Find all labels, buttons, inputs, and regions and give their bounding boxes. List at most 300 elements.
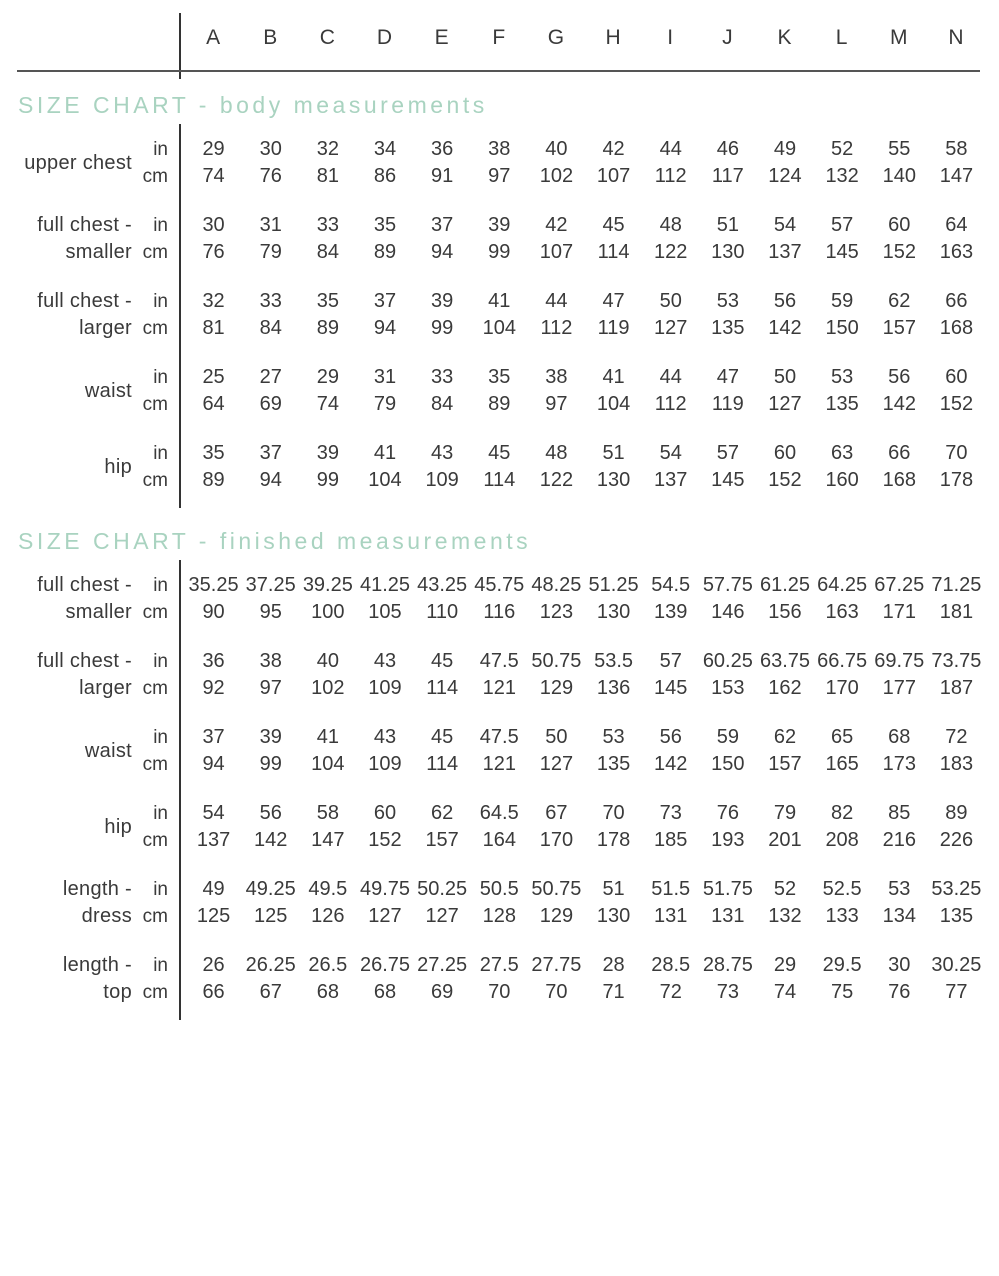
value-inches: 47.5 — [479, 726, 519, 748]
value-inches: 47 — [602, 290, 625, 312]
value-centimeters: 81 — [316, 165, 339, 187]
value-inches: 39 — [259, 726, 282, 748]
row-label-line: full chest - — [37, 574, 132, 596]
size-value-cell — [585, 212, 642, 266]
column-header-E: E — [434, 26, 450, 49]
value-inches: 56 — [259, 802, 282, 824]
row-label — [0, 212, 132, 266]
value-inches: 60 — [888, 214, 911, 236]
value-inches: 60 — [373, 802, 397, 824]
size-value-cell — [185, 288, 242, 342]
value-centimeters: 162 — [768, 677, 802, 699]
value-centimeters: 153 — [711, 677, 745, 699]
section-title-finished-measurements: SIZE CHART - finished measurements — [18, 528, 532, 554]
value-inches: 36 — [431, 138, 454, 160]
unit-labels — [132, 288, 168, 342]
value-inches: 28.75 — [702, 954, 753, 976]
value-centimeters: 129 — [539, 677, 574, 699]
value-inches: 60 — [945, 366, 968, 388]
value-centimeters: 152 — [768, 469, 802, 491]
size-value-cell — [642, 212, 699, 266]
value-inches: 50 — [773, 366, 797, 388]
unit-label: in — [153, 879, 168, 900]
value-centimeters: 170 — [825, 677, 859, 699]
size-value-cell — [871, 572, 928, 626]
value-inches: 51.5 — [651, 878, 691, 900]
size-value-cell — [585, 876, 642, 930]
value-centimeters: 157 — [882, 317, 916, 339]
value-centimeters: 142 — [254, 829, 288, 851]
value-inches: 30 — [202, 214, 225, 236]
unit-label: cm — [142, 754, 168, 775]
unit-label: in — [153, 803, 168, 824]
size-value-cell — [756, 876, 813, 930]
value-centimeters: 68 — [316, 981, 339, 1003]
row-label-line: hip — [104, 455, 132, 478]
value-inches: 33 — [259, 290, 282, 312]
size-value-cell — [242, 952, 299, 1006]
value-centimeters: 164 — [482, 829, 516, 851]
size-value-cell — [528, 724, 585, 778]
value-centimeters: 129 — [539, 905, 574, 927]
size-value-cell — [299, 212, 356, 266]
value-centimeters: 187 — [939, 677, 974, 699]
size-value-cell — [699, 364, 756, 418]
column-spacer — [168, 724, 185, 778]
measurement-row-group — [0, 648, 985, 702]
value-centimeters: 74 — [316, 393, 339, 415]
size-value-cell — [528, 876, 585, 930]
size-value-cell — [928, 876, 985, 930]
header-horizontal-rule — [17, 70, 980, 72]
value-centimeters: 165 — [825, 753, 859, 775]
value-centimeters: 104 — [311, 753, 345, 775]
unit-label: cm — [142, 982, 168, 1003]
size-value-cell — [528, 648, 585, 702]
measurement-row-group — [0, 136, 985, 190]
value-inches: 50 — [545, 726, 568, 748]
value-centimeters: 130 — [596, 469, 631, 491]
size-value-cell — [242, 724, 299, 778]
unit-label: in — [153, 215, 168, 236]
value-inches: 30 — [888, 954, 911, 976]
size-value-cell — [585, 288, 642, 342]
row-label-line: smaller — [65, 601, 132, 623]
value-inches: 89 — [945, 802, 968, 824]
measurement-row-group — [0, 212, 985, 266]
value-inches: 34 — [373, 138, 397, 160]
unit-label: in — [153, 955, 168, 976]
value-inches: 40 — [316, 650, 339, 672]
column-spacer — [168, 288, 185, 342]
value-inches: 58 — [945, 138, 968, 160]
value-centimeters: 74 — [773, 981, 797, 1003]
value-inches: 52 — [773, 878, 797, 900]
value-centimeters: 160 — [825, 469, 859, 491]
value-centimeters: 95 — [259, 601, 282, 623]
value-centimeters: 112 — [540, 317, 573, 339]
value-inches: 58 — [316, 802, 339, 824]
column-header-L: L — [835, 26, 849, 49]
size-value-cell — [585, 952, 642, 1006]
value-centimeters: 69 — [259, 393, 282, 415]
unit-labels — [132, 136, 168, 190]
value-inches: 57 — [659, 650, 682, 672]
value-inches: 51.75 — [702, 878, 753, 900]
value-centimeters: 137 — [768, 241, 802, 263]
value-centimeters: 201 — [768, 829, 802, 851]
value-centimeters: 86 — [373, 165, 397, 187]
body-measurements-table — [0, 124, 985, 508]
size-value-cell — [756, 952, 813, 1006]
value-inches: 32 — [202, 290, 225, 312]
value-inches: 39 — [488, 214, 511, 236]
value-inches: 41 — [488, 290, 511, 312]
size-value-cell — [585, 572, 642, 626]
value-inches: 60 — [773, 442, 797, 464]
value-centimeters: 132 — [825, 165, 859, 187]
row-label — [0, 440, 132, 494]
value-inches: 48 — [659, 214, 682, 236]
size-value-cell — [585, 648, 642, 702]
value-centimeters: 216 — [882, 829, 916, 851]
size-value-cell — [414, 724, 471, 778]
size-value-cell — [471, 288, 528, 342]
value-centimeters: 157 — [425, 829, 459, 851]
value-inches: 64.5 — [479, 802, 519, 824]
unit-label: in — [153, 367, 168, 388]
value-centimeters: 168 — [939, 317, 974, 339]
value-inches: 64.25 — [817, 574, 868, 596]
size-value-cell — [871, 724, 928, 778]
value-centimeters: 89 — [202, 469, 225, 491]
unit-label: in — [153, 139, 168, 160]
measurement-row-group — [0, 288, 985, 342]
size-value-cell — [642, 364, 699, 418]
value-centimeters: 145 — [825, 241, 859, 263]
size-value-cell — [185, 952, 242, 1006]
column-header-G: G — [547, 26, 566, 49]
size-column-header-row — [0, 8, 999, 72]
size-value-cell — [528, 212, 585, 266]
value-centimeters: 125 — [196, 905, 231, 927]
size-value-cell — [471, 440, 528, 494]
size-value-cell — [699, 648, 756, 702]
column-spacer — [168, 572, 185, 626]
column-spacer — [168, 952, 185, 1006]
size-value-cell — [356, 876, 413, 930]
size-value-cell — [814, 572, 871, 626]
value-centimeters: 97 — [259, 677, 282, 699]
value-inches: 57 — [831, 214, 854, 236]
size-value-cell — [414, 440, 471, 494]
value-centimeters: 170 — [539, 829, 574, 851]
column-header-D: D — [376, 26, 394, 49]
size-value-cell — [185, 572, 242, 626]
value-centimeters: 177 — [882, 677, 916, 699]
size-value-cell — [528, 800, 585, 854]
value-inches: 71.25 — [931, 574, 982, 596]
value-inches: 27.25 — [417, 954, 468, 976]
value-inches: 37.25 — [245, 574, 296, 596]
value-inches: 49.5 — [308, 878, 348, 900]
unit-label: cm — [142, 318, 168, 339]
size-value-cell — [756, 800, 813, 854]
size-value-cell — [299, 572, 356, 626]
value-centimeters: 119 — [711, 393, 744, 415]
size-value-cell — [928, 800, 985, 854]
size-value-cell — [699, 288, 756, 342]
size-value-cell — [414, 212, 471, 266]
size-value-cell — [699, 800, 756, 854]
value-inches: 43 — [373, 726, 397, 748]
value-centimeters: 105 — [368, 601, 402, 623]
size-value-cell — [699, 212, 756, 266]
value-centimeters: 99 — [431, 317, 454, 339]
value-centimeters: 145 — [654, 677, 688, 699]
size-value-cell — [814, 876, 871, 930]
row-label — [0, 364, 132, 418]
size-value-cell — [471, 572, 528, 626]
value-inches: 73 — [659, 802, 682, 824]
value-inches: 35 — [202, 442, 225, 464]
size-value-cell — [528, 364, 585, 418]
value-inches: 47.5 — [479, 650, 519, 672]
value-centimeters: 66 — [202, 981, 225, 1003]
value-inches: 43 — [373, 650, 397, 672]
value-centimeters: 173 — [882, 753, 916, 775]
value-inches: 37 — [202, 726, 225, 748]
value-inches: 66 — [945, 290, 968, 312]
value-inches: 48.25 — [531, 574, 582, 596]
size-value-cell — [299, 440, 356, 494]
value-inches: 47 — [716, 366, 739, 388]
size-value-cell — [471, 648, 528, 702]
value-centimeters: 64 — [202, 393, 225, 415]
size-value-cell — [528, 440, 585, 494]
value-centimeters: 89 — [488, 393, 511, 415]
unit-label: cm — [142, 906, 168, 927]
size-value-cell — [414, 952, 471, 1006]
column-header-I: I — [667, 26, 675, 49]
value-inches: 26.75 — [359, 954, 411, 976]
row-label-line: length - — [62, 878, 132, 900]
value-centimeters: 104 — [596, 393, 631, 415]
value-centimeters: 183 — [939, 753, 974, 775]
size-value-cell — [242, 136, 299, 190]
value-inches: 30 — [259, 138, 282, 160]
value-inches: 41 — [316, 726, 339, 748]
value-inches: 79 — [773, 802, 797, 824]
column-header-A: A — [206, 26, 222, 49]
row-label-line: full chest - — [37, 214, 132, 236]
value-centimeters: 94 — [259, 469, 282, 491]
value-inches: 33 — [431, 366, 454, 388]
size-value-cell — [299, 648, 356, 702]
column-header-M: M — [890, 26, 909, 49]
value-inches: 38 — [259, 650, 282, 672]
value-inches: 66 — [888, 442, 911, 464]
size-value-cell — [756, 212, 813, 266]
value-centimeters: 122 — [539, 469, 574, 491]
column-header-J: J — [722, 26, 734, 49]
size-value-cell — [185, 648, 242, 702]
value-centimeters: 76 — [259, 165, 282, 187]
column-header-K: K — [777, 26, 793, 49]
value-inches: 31 — [373, 366, 397, 388]
row-label — [0, 952, 132, 1006]
size-value-cell — [699, 724, 756, 778]
size-value-cell — [642, 800, 699, 854]
value-centimeters: 99 — [316, 469, 339, 491]
value-inches: 59 — [716, 726, 739, 748]
column-spacer — [168, 364, 185, 418]
value-centimeters: 92 — [202, 677, 225, 699]
size-value-cell — [242, 212, 299, 266]
size-value-cell — [756, 724, 813, 778]
value-centimeters: 178 — [939, 469, 974, 491]
column-spacer — [168, 440, 185, 494]
column-spacer — [168, 876, 185, 930]
size-value-cell — [585, 724, 642, 778]
value-inches: 61.25 — [759, 574, 811, 596]
unit-label: in — [153, 291, 168, 312]
value-inches: 35 — [488, 366, 511, 388]
value-centimeters: 181 — [939, 601, 974, 623]
value-inches: 44 — [545, 290, 568, 312]
size-value-cell — [242, 364, 299, 418]
value-centimeters: 70 — [545, 981, 568, 1003]
value-centimeters: 139 — [654, 601, 688, 623]
size-value-cell — [299, 364, 356, 418]
size-value-cell — [471, 212, 528, 266]
value-inches: 76 — [716, 802, 739, 824]
size-value-cell — [756, 136, 813, 190]
unit-label: in — [153, 727, 168, 748]
value-inches: 54.5 — [651, 574, 691, 596]
value-centimeters: 208 — [825, 829, 859, 851]
value-inches: 51 — [716, 214, 739, 236]
size-value-cell — [528, 952, 585, 1006]
value-inches: 57.75 — [702, 574, 753, 596]
value-inches: 29 — [316, 366, 339, 388]
row-label — [0, 724, 132, 778]
row-label-line: smaller — [65, 241, 132, 263]
value-centimeters: 97 — [545, 393, 568, 415]
value-centimeters: 133 — [825, 905, 859, 927]
value-inches: 73.75 — [931, 650, 982, 672]
measurement-row-group — [0, 724, 985, 778]
value-centimeters: 79 — [373, 393, 397, 415]
row-label-line: full chest - — [37, 290, 132, 312]
size-value-cell — [699, 572, 756, 626]
value-inches: 28 — [602, 954, 625, 976]
value-inches: 27.75 — [531, 954, 582, 976]
value-inches: 35 — [373, 214, 397, 236]
value-inches: 40 — [545, 138, 568, 160]
value-centimeters: 77 — [945, 981, 968, 1003]
size-value-cell — [642, 876, 699, 930]
value-inches: 42 — [602, 138, 625, 160]
value-inches: 30.25 — [931, 954, 982, 976]
value-inches: 67 — [545, 802, 568, 824]
value-centimeters: 131 — [711, 905, 745, 927]
value-centimeters: 76 — [202, 241, 225, 263]
size-value-cell — [185, 136, 242, 190]
value-centimeters: 135 — [825, 393, 859, 415]
value-inches: 49.25 — [245, 878, 296, 900]
row-label-line: waist — [84, 379, 132, 402]
size-value-cell — [756, 440, 813, 494]
size-value-cell — [471, 952, 528, 1006]
unit-labels — [132, 364, 168, 418]
column-spacer — [168, 648, 185, 702]
unit-label: in — [153, 575, 168, 596]
value-centimeters: 72 — [659, 981, 682, 1003]
size-value-cell — [756, 288, 813, 342]
value-inches: 45.75 — [474, 574, 525, 596]
size-value-cell — [299, 288, 356, 342]
value-inches: 45 — [488, 442, 511, 464]
value-inches: 42 — [545, 214, 568, 236]
size-value-cell — [242, 572, 299, 626]
size-value-cell — [814, 136, 871, 190]
unit-label: cm — [142, 602, 168, 623]
unit-label: in — [153, 443, 168, 464]
measurement-row-group — [0, 364, 985, 418]
value-inches: 54 — [773, 214, 797, 236]
size-value-cell — [642, 724, 699, 778]
size-value-cell — [928, 648, 985, 702]
value-inches: 31 — [259, 214, 282, 236]
size-value-cell — [528, 136, 585, 190]
size-value-cell — [814, 648, 871, 702]
value-inches: 50 — [659, 290, 682, 312]
value-centimeters: 69 — [431, 981, 454, 1003]
unit-labels — [132, 952, 168, 1006]
size-value-cell — [414, 800, 471, 854]
value-inches: 55 — [888, 138, 911, 160]
value-centimeters: 89 — [373, 241, 397, 263]
value-inches: 43 — [431, 442, 454, 464]
value-inches: 51 — [602, 442, 625, 464]
value-centimeters: 74 — [202, 165, 225, 187]
value-centimeters: 145 — [711, 469, 745, 491]
size-value-cell — [185, 212, 242, 266]
value-inches: 39 — [431, 290, 454, 312]
size-value-cell — [185, 876, 242, 930]
value-centimeters: 142 — [768, 317, 802, 339]
value-inches: 54 — [202, 802, 225, 824]
size-value-cell — [585, 440, 642, 494]
size-value-cell — [299, 136, 356, 190]
value-inches: 70 — [945, 442, 968, 464]
value-centimeters: 104 — [482, 317, 516, 339]
section-title-body-measurements: SIZE CHART - body measurements — [18, 92, 488, 118]
value-centimeters: 135 — [711, 317, 745, 339]
row-label-line: larger — [79, 677, 132, 699]
value-centimeters: 150 — [711, 753, 745, 775]
value-inches: 29 — [773, 954, 797, 976]
value-inches: 44 — [659, 138, 682, 160]
value-inches: 26 — [202, 954, 225, 976]
value-centimeters: 91 — [431, 165, 454, 187]
size-value-cell — [356, 800, 413, 854]
value-centimeters: 104 — [368, 469, 402, 491]
size-value-cell — [356, 724, 413, 778]
size-value-cell — [471, 876, 528, 930]
value-centimeters: 68 — [373, 981, 397, 1003]
